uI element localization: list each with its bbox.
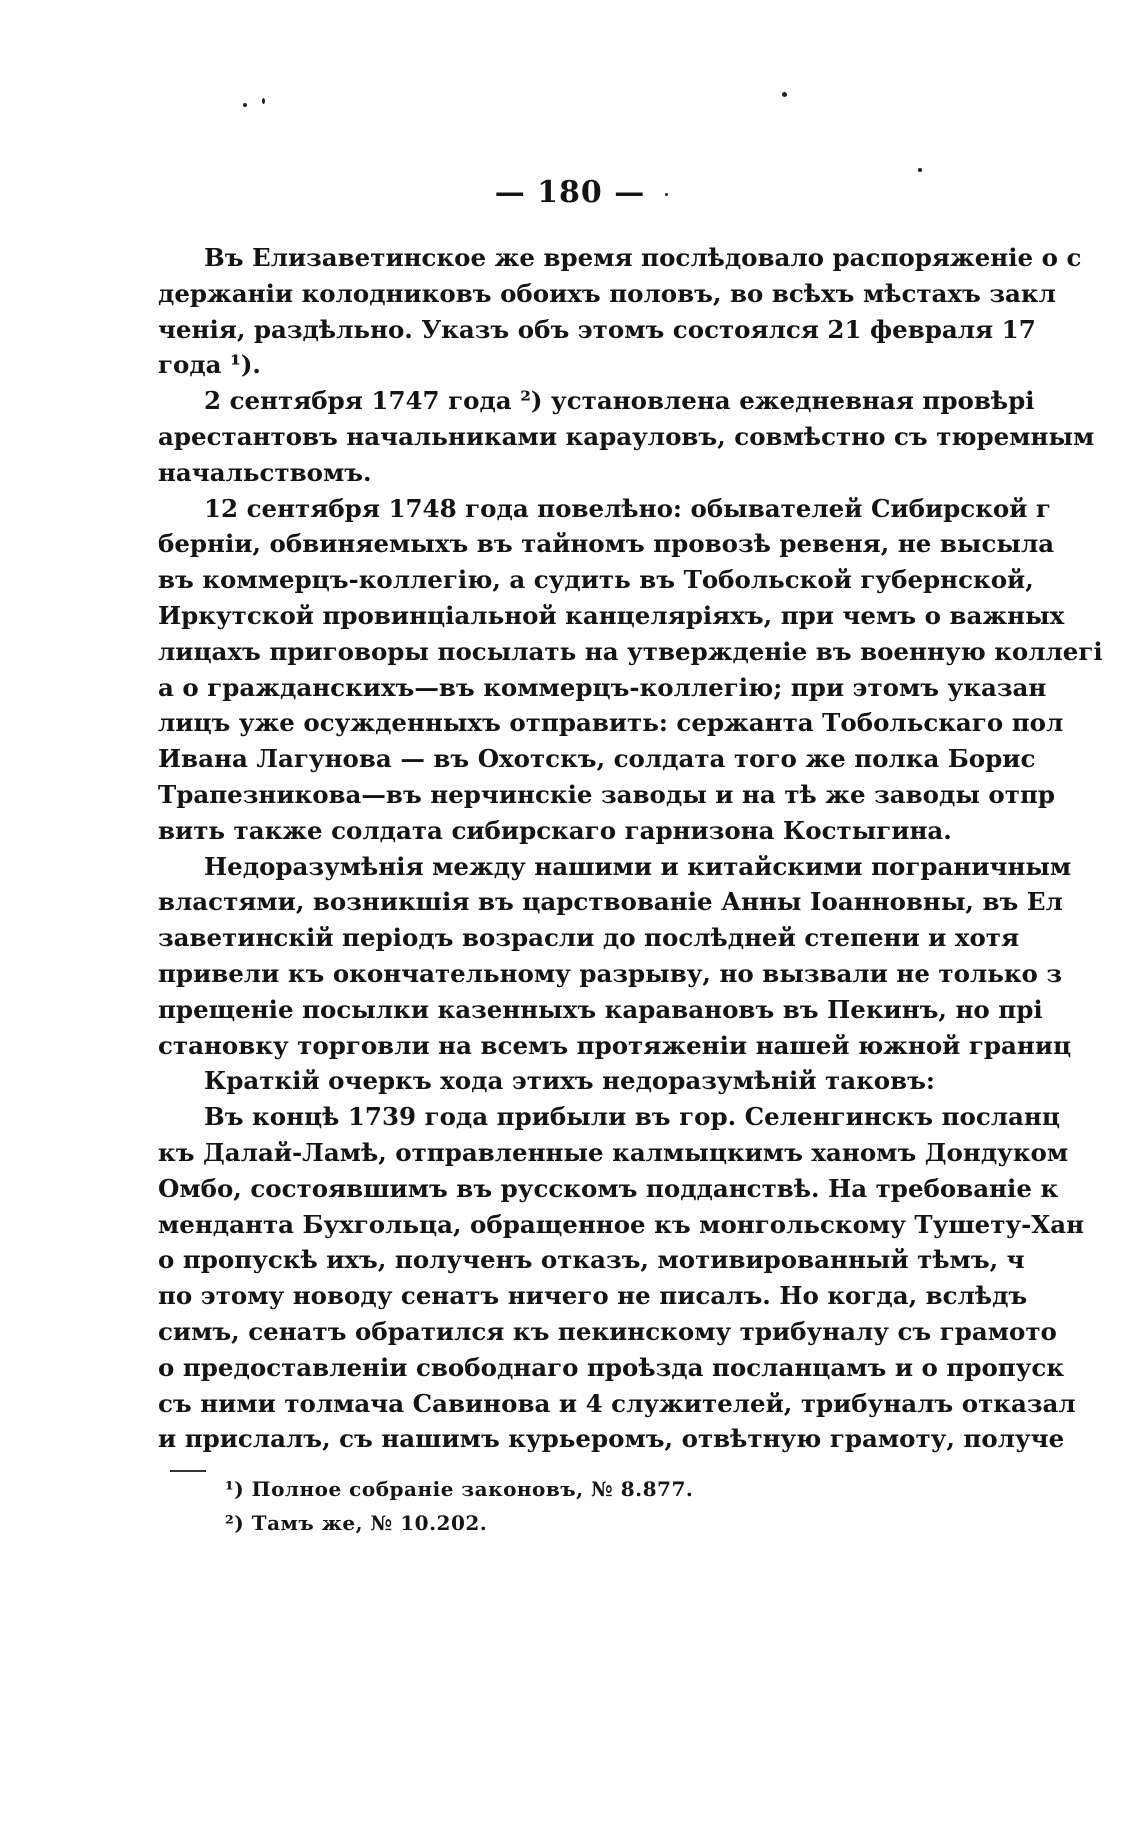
text-line: 2 сентября 1747 года ²) установлена ежедневная провѣрі: [204, 386, 1035, 416]
text-line: а о гражданскихъ—въ коммерцъ-коллегію; при этомъ указан: [158, 672, 1047, 702]
text-line: лицахъ приговоры посылать на утвержденіе въ военную коллегі: [158, 636, 1103, 666]
text-line: лицъ уже осужденныхъ отправить: сержанта Тобольскаго пол: [158, 708, 1064, 738]
text-line: Трапезникова—въ нерчинскіе заводы и на тѣ же заводы отпр: [158, 779, 1056, 809]
text-line: о предоставленіи свободнаго проѣзда посланцамъ и о пропуск: [158, 1352, 1065, 1382]
text-line: Въ Елизаветинское же время послѣдовало распоряженіе о с: [204, 243, 1082, 272]
text-line: и прислалъ, съ нашимъ курьеромъ, отвѣтную грамоту, получе: [158, 1424, 1065, 1454]
footnote-2: ²) Тамъ же, № 10.202.: [225, 1511, 488, 1535]
text-line: начальствомъ.: [158, 457, 372, 487]
text-line: о пропускѣ ихъ, полученъ отказъ, мотивированный тѣмъ, ч: [158, 1245, 1025, 1275]
text-line: Иркутской провинціальной канцеляріяхъ, при чемъ о важных: [158, 600, 1065, 630]
footnote-divider: [170, 1470, 206, 1472]
text-line: по этому новоду сенатъ ничего не писалъ. Но когда, вслѣдъ: [158, 1281, 1028, 1311]
text-line: становку торговли на всемъ протяженіи нашей южной границ: [158, 1030, 1072, 1060]
text-line: Краткій очеркъ хода этихъ недоразумѣній таковъ:: [204, 1066, 935, 1096]
text-line: властями, возникшія въ царствованіе Анны Іоанновны, въ Ел: [158, 887, 1063, 917]
footnotes: [225, 1472, 825, 1540]
text-line: въ коммерцъ-коллегію, а судить въ Тобольской губернской,: [158, 565, 1034, 595]
text-line: симъ, сенатъ обратился къ пекинскому трибуналу съ грамото: [158, 1316, 1057, 1346]
text-line: Въ концѣ 1739 года прибыли въ гор. Селенгинскъ посланц: [204, 1102, 1060, 1132]
text-line: берніи, обвиняемыхъ въ тайномъ провозѣ ревеня, не высыла: [158, 529, 1055, 559]
text-line: вить также солдата сибирскаго гарнизона Костыгина.: [158, 815, 952, 845]
text-line: ченія, раздѣльно. Указъ объ этомъ состоялся 21 февраля 17: [158, 314, 1036, 344]
text-line: держаніи колодниковъ обоихъ половъ, во всѣхъ мѣстахъ закл: [158, 278, 1056, 308]
text-line: Ивана Лагунова — въ Охотскъ, солдата того же полка Борис: [158, 744, 1036, 774]
footnote-1: ¹) Полное собраніе законовъ, № 8.877.: [225, 1477, 694, 1501]
body-text: [158, 240, 1103, 1457]
text-line: заветинскій періодъ возрасли до послѣдней степени и хотя: [158, 923, 1020, 953]
text-line: Недоразумѣнія между нашими и китайскими пограничным: [204, 851, 1072, 881]
print-speck: [918, 168, 922, 172]
text-line: къ Далай-Ламѣ, отправленные калмыцкимъ ханомъ Дондуком: [158, 1137, 1069, 1167]
text-line: 12 сентября 1748 года повелѣно: обывателей Сибирской г: [204, 493, 1051, 523]
text-line: съ ними толмача Савинова и 4 служителей, трибуналъ отказал: [158, 1388, 1076, 1418]
text-line: привели къ окончательному разрыву, но вызвали не только з: [158, 958, 1063, 988]
text-line: арестантовъ начальниками карауловъ, совмѣстно съ тюремным: [158, 421, 1095, 451]
text-line: прещеніе посылки казенныхъ каравановъ въ Пекинъ, но прі: [158, 994, 1043, 1024]
page-number: — 180 —: [494, 175, 646, 210]
print-speck: [262, 98, 265, 104]
text-line: менданта Бухгольца, обращенное къ монгольскому Тушету-Хан: [158, 1209, 1085, 1239]
text-line: Омбо, состоявшимъ въ русскомъ подданствѣ. На требованіе к: [158, 1173, 1059, 1203]
print-speck: [782, 92, 787, 97]
text-line: года ¹).: [158, 350, 261, 380]
print-speck: [243, 103, 247, 107]
